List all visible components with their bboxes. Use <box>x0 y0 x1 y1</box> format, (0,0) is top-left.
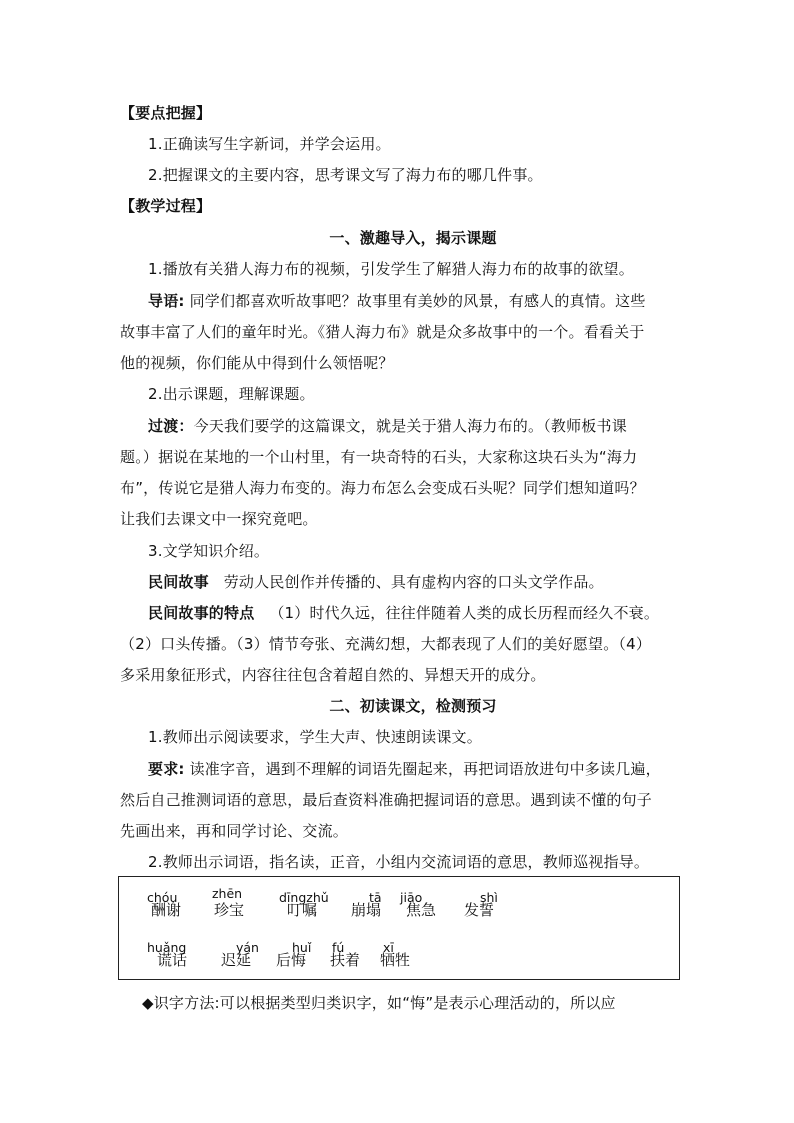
word-bengta: 崩塌 <box>351 901 382 919</box>
folk-story-text: 劳动人民创作并传播的、具有虚构内容的口头文学作品。 <box>223 573 604 591</box>
pinyin-ta: tā <box>369 890 382 905</box>
features-line-3: 多采用象征形式，内容往往包含着超自然的、异想天开的成分。 <box>120 666 546 684</box>
folk-story-label: 民间故事 <box>148 573 209 591</box>
part1-item3: 3.文学知识介绍。 <box>148 542 270 560</box>
pinyin-shi: shì <box>480 890 498 905</box>
part2-item2: 2.教师出示词语，指名读，正音，小组内交流词语的意思，教师巡视指导。 <box>148 853 650 871</box>
daoyu-line-1 <box>148 291 680 311</box>
daoyu-text-1: 同学们都喜欢听故事吧？故事里有美妙的风景，有感人的真情。这些 <box>189 292 646 310</box>
req-label: 要求: <box>148 760 185 778</box>
word-zhenbao: 珍宝 <box>214 901 245 919</box>
req-line-2: 然后自己推测词语的意思，最后查资料准确把握词语的意思。遇到读不懂的句子 <box>120 791 653 809</box>
part1-item1: 1.播放有关猎人海力布的视频，引发学生了解猎人海力布的故事的欲望。 <box>148 260 634 278</box>
guodu-line-1 <box>148 416 680 436</box>
word-chouxie: 酬谢 <box>151 901 182 919</box>
word-xisheng: 牺牲 <box>380 951 411 969</box>
section-key-points-title: 【要点把握】 <box>120 104 212 122</box>
guodu-label: 过渡： <box>148 417 194 435</box>
word-jiaoji: 焦急 <box>406 901 437 919</box>
pinyin-fu: fú <box>332 940 345 955</box>
word-fuzhe: 扶着 <box>330 951 361 969</box>
features-line-1 <box>148 603 680 623</box>
method-line <box>142 993 682 1013</box>
guodu-line-3: 布”，传说它是猎人海力布变的。海力布怎么会变成石头呢？同学们想知道吗？ <box>120 479 645 497</box>
part2-heading: 二、初读课文，检测预习 <box>329 697 497 715</box>
folk-story-line <box>148 572 680 592</box>
word-fashi: 发誓 <box>464 901 495 919</box>
features-label: 民间故事的特点 <box>148 604 255 622</box>
key-point-2: 2.把握课文的主要内容，思考课文写了海力布的哪几件事。 <box>148 166 543 184</box>
pinyin-jiao: jiāo <box>400 890 423 905</box>
features-text-1: （1）时代久远，往往伴随着人类的成长历程而经久不衰。 <box>269 604 660 622</box>
pinyin-huang: huǎng <box>147 940 187 955</box>
req-line-3: 先画出来，再和同学讨论、交流。 <box>120 822 349 840</box>
features-line-2: （2）口头传播。（3）情节夸张、充满幻想，大都表现了人们的美好愿望。（4） <box>120 635 652 653</box>
pinyin-zhen: zhēn <box>212 886 243 901</box>
word-houhui: 后悔 <box>276 951 307 969</box>
pinyin-chou: chóu <box>147 890 178 905</box>
word-chiyan: 迟延 <box>221 951 252 969</box>
pinyin-xi: xī <box>383 940 394 955</box>
part1-heading: 一、激趣导入，揭示课题 <box>329 229 497 247</box>
vocab-box <box>118 876 680 980</box>
pinyin-hui: huǐ <box>292 940 312 955</box>
req-text-1: 读准字音，遇到不理解的词语先圈起来，再把词语放进句中多读几遍， <box>189 760 661 778</box>
guodu-text-1: 今天我们要学的这篇课文，就是关于猎人海力布的。（教师板书课 <box>193 417 627 435</box>
daoyu-line-3: 他的视频，你们能从中得到什么领悟呢？ <box>120 354 394 372</box>
section-process-title: 【教学过程】 <box>120 197 212 215</box>
method-text: 可以根据类型归类识字，如“悔”是表示心理活动的，所以应 <box>219 994 616 1012</box>
word-huanghua: 谎话 <box>157 951 188 969</box>
daoyu-label: 导语: <box>148 292 185 310</box>
part1-item2: 2.出示课题，理解课题。 <box>148 385 315 403</box>
daoyu-line-2: 故事丰富了人们的童年时光。《猎人海力布》就是众多故事中的一个。看看关于 <box>120 323 645 341</box>
key-point-1: 1.正确读写生字新词，并学会运用。 <box>148 135 391 153</box>
req-line-1 <box>148 759 680 779</box>
part2-item1: 1.教师出示阅读要求，学生大声、快速朗读课文。 <box>148 728 482 746</box>
guodu-line-2: 题。）据说在某地的一个山村里，有一块奇特的石头，大家称这块石头为“海力 <box>120 448 638 466</box>
method-label: ◆识字方法: <box>142 994 220 1012</box>
pinyin-dingzhu: dīngzhǔ <box>279 890 329 905</box>
pinyin-yan: yán <box>236 940 259 955</box>
guodu-line-4: 让我们去课文中一探究竟吧。 <box>120 510 318 528</box>
word-dingzhu: 叮嘱 <box>287 901 318 919</box>
